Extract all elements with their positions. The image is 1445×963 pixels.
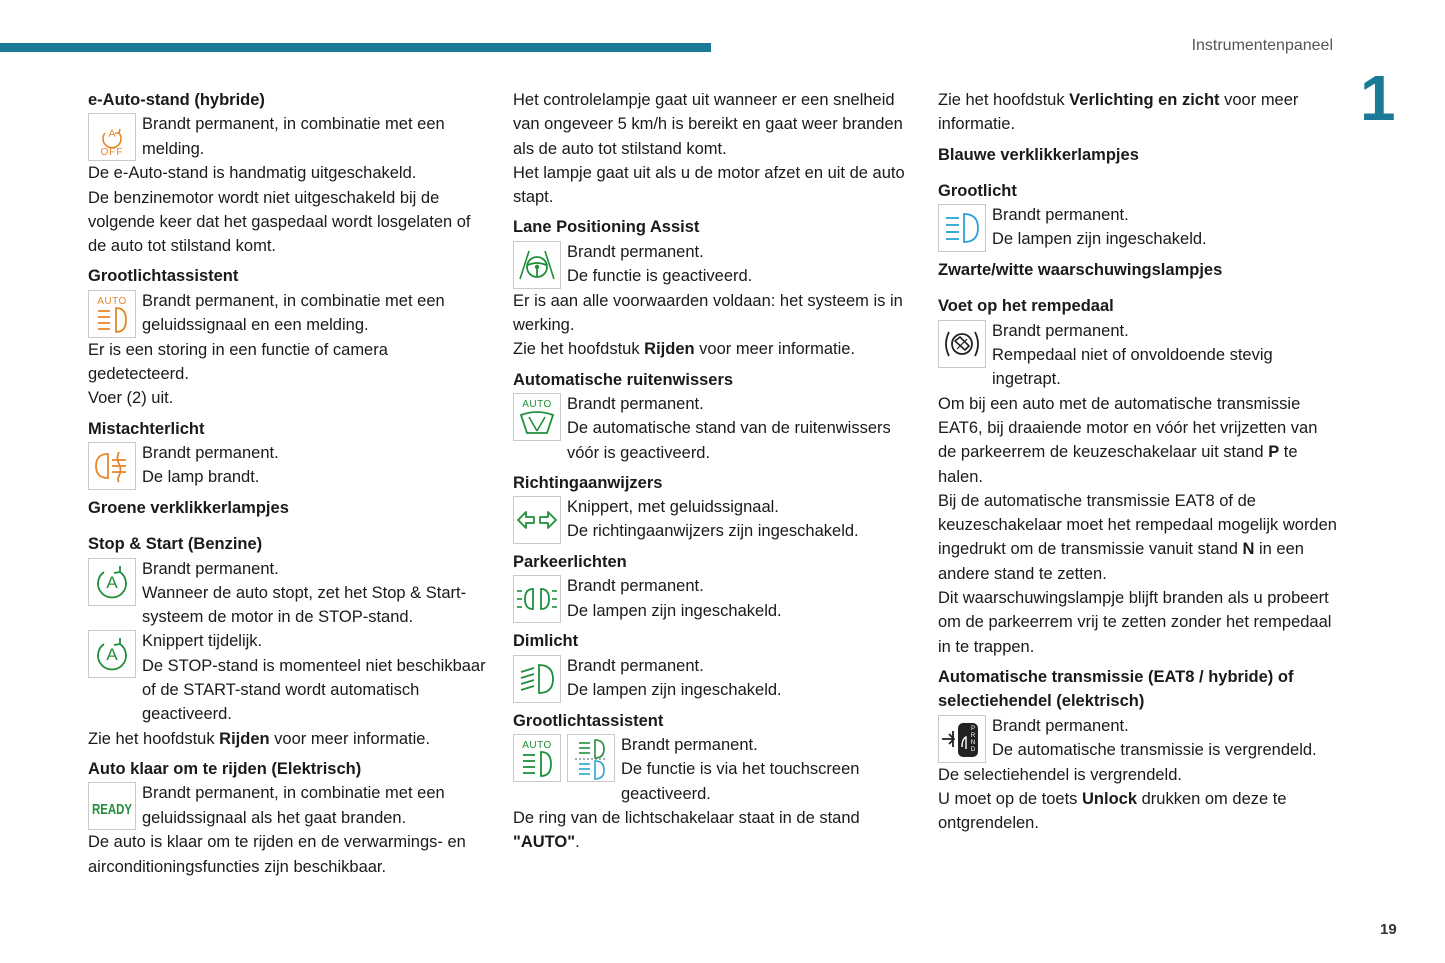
heading-green-lamps: Groene verklikkerlampjes bbox=[88, 498, 289, 517]
brake-paragraph-3: Dit waarschuwingslampje blijft branden als u probeert om de parkeerrem vrij te zetten zonder het rempedaal in te trappen. bbox=[938, 589, 1332, 656]
heading-high-beam-assist-2: Grootlichtassistent bbox=[513, 711, 664, 730]
indicator-turn-signals bbox=[513, 495, 913, 544]
stop-start-text-1: Brandt permanent. bbox=[142, 559, 279, 578]
auto-wipers-text-1: Brandt permanent. bbox=[567, 394, 704, 413]
rear-fog-icon bbox=[88, 442, 136, 490]
svg-text:READY: READY bbox=[92, 801, 132, 819]
indicator-ready bbox=[88, 781, 488, 830]
heading-transmission: Automatische transmissie (EAT8 / hybride) of selectiehendel (elektrisch) bbox=[938, 667, 1294, 711]
intro-paragraph-2: Het lampje gaat uit als u de motor afzet en uit de auto stapt. bbox=[513, 163, 905, 207]
transmission-paragraph-2: U moet op de toets Unlock drukken om deze te ontgrendelen. bbox=[938, 789, 1287, 833]
brake-paragraph-2: Bij de automatische transmissie EAT8 of de keuzeschakelaar moet het rempedaal mogelijk worden ingedrukt om de transmissie vanuit stand N in een andere stand te zetten. bbox=[938, 491, 1337, 583]
transmission-paragraph: De selectiehendel is vergrendeld. bbox=[938, 765, 1182, 784]
brake-paragraph: Om bij een auto met de automatische transmissie EAT6, bij draaiende motor en vóór het vrijzetten van de parkeerrem de keuzeschakelaar uit stand P te halen. bbox=[938, 394, 1318, 486]
turn-signals-icon bbox=[513, 496, 561, 544]
heading-turn-signals: Richtingaanwijzers bbox=[513, 473, 663, 492]
transmission-text-2: De automatische transmissie is vergrendeld. bbox=[992, 740, 1317, 759]
svg-text:D: D bbox=[970, 746, 976, 753]
lane-positioning-text-1: Brandt permanent. bbox=[567, 242, 704, 261]
stop-start-text-2: Wanneer de auto stopt, zet het Stop & Start-systeem de motor in de STOP-stand. bbox=[142, 583, 467, 627]
indicator-high-beam-assist-green bbox=[513, 733, 913, 806]
indicator-brake-pedal bbox=[938, 319, 1338, 392]
auto-wipers-text-2: De automatische stand van de ruitenwissers vóór is geactiveerd. bbox=[567, 419, 891, 462]
stop-start-flashing-text-1: Knippert tijdelijk. bbox=[142, 632, 263, 651]
heading-stop-start: Stop & Start (Benzine) bbox=[88, 535, 263, 554]
high-beam-assist-orange-icon bbox=[88, 290, 136, 338]
lane-positioning-paragraph: Er is aan alle voorwaarden voldaan: het systeem is in werking. bbox=[513, 291, 903, 335]
indicator-auto-wipers bbox=[513, 392, 913, 465]
main-beam-icon bbox=[938, 204, 986, 252]
lane-positioning-icon bbox=[513, 241, 561, 289]
indicator-lane-positioning bbox=[513, 240, 913, 289]
svg-text:AUTO: AUTO bbox=[522, 740, 552, 752]
stop-start-flashing-text-2: De STOP-stand is momenteel niet beschikbaar of de START-stand wordt automatisch geactiveerd. bbox=[142, 656, 486, 724]
ready-text: Brandt permanent, in combinatie met een geluidssignaal als het gaat branden. bbox=[142, 784, 445, 827]
high-beam-assist-green-text-1: Brandt permanent. bbox=[621, 736, 758, 755]
auto-wipers-icon bbox=[513, 393, 561, 441]
parking-lights-icon bbox=[513, 575, 561, 623]
ready-icon bbox=[88, 782, 136, 830]
heading-auto-wipers: Automatische ruitenwissers bbox=[513, 370, 734, 389]
high-beam-assist-green-text-2: De functie is via het touchscreen geactiveerd. bbox=[621, 760, 860, 803]
indicator-stop-start-steady bbox=[88, 557, 488, 630]
eauto-off-icon bbox=[88, 113, 136, 161]
turn-signals-text-1: Knippert, met geluidssignaal. bbox=[567, 498, 779, 517]
indicator-high-beam-assist-orange bbox=[88, 289, 488, 338]
brake-pedal-text-2: Rempedaal niet of onvoldoende stevig ingetrapt. bbox=[992, 346, 1273, 389]
main-beam-text-2: De lampen zijn ingeschakeld. bbox=[992, 230, 1207, 249]
dipped-beam-text-1: Brandt permanent. bbox=[567, 656, 704, 675]
lane-positioning-reference: Zie het hoofdstuk Rijden voor meer informatie. bbox=[513, 340, 856, 359]
heading-rear-fog: Mistachterlicht bbox=[88, 419, 205, 438]
intro-paragraph: Het controlelampje gaat uit wanneer er een snelheid van ongeveer 5 km/h is bereikt en gaat weer branden als de auto tot stilstand komt. bbox=[513, 91, 903, 158]
stop-start-icon bbox=[88, 558, 136, 606]
eauto-paragraph: De e-Auto-stand is handmatig uitgeschakeld. bbox=[88, 164, 417, 183]
high-beam-assist-paragraph: Er is een storing in een functie of camera gedetecteerd. bbox=[88, 340, 388, 384]
high-beam-assist-orange-text: Brandt permanent, in combinatie met een geluidssignaal en een melding. bbox=[142, 291, 445, 335]
eauto-paragraph-2: De benzinemotor wordt niet uitgeschakeld bij de volgende keer dat het gaspedaal wordt losgelaten of de auto tot stilstand komt. bbox=[88, 188, 471, 256]
heading-brake-pedal: Voet op het rempedaal bbox=[938, 297, 1114, 316]
column-3 bbox=[938, 88, 1338, 835]
dipped-beam-text-2: De lampen zijn ingeschakeld. bbox=[567, 681, 782, 700]
column-1 bbox=[88, 88, 488, 879]
heading-blue-lamps: Blauwe verklikkerlampjes bbox=[938, 145, 1139, 164]
svg-text:R: R bbox=[970, 732, 976, 739]
ready-paragraph: De auto is klaar om te rijden en de verwarmings- en airconditioningsfuncties zijn beschikbaar. bbox=[88, 833, 466, 876]
chapter-number: 1 bbox=[1360, 62, 1396, 134]
indicator-stop-start-flashing bbox=[88, 629, 488, 726]
main-beam-text-1: Brandt permanent. bbox=[992, 206, 1129, 225]
heading-lane-positioning: Lane Positioning Assist bbox=[513, 218, 700, 237]
indicator-rear-fog bbox=[88, 441, 488, 490]
heading-high-beam-assist: Grootlichtassistent bbox=[88, 267, 239, 286]
transmission-text-1: Brandt permanent. bbox=[992, 716, 1129, 735]
svg-text:A: A bbox=[106, 572, 118, 592]
svg-text:AUTO: AUTO bbox=[97, 295, 127, 307]
page-number: 19 bbox=[1380, 921, 1397, 938]
stop-start-flashing-icon bbox=[88, 630, 136, 678]
section-title: Instrumentenpaneel bbox=[1191, 37, 1333, 54]
indicator-transmission bbox=[938, 714, 1338, 763]
high-beam-assist-paragraph-2: Voer (2) uit. bbox=[88, 389, 174, 408]
parking-lights-text-1: Brandt permanent. bbox=[567, 577, 704, 596]
brake-pedal-icon bbox=[938, 320, 986, 368]
svg-text:AUTO: AUTO bbox=[522, 398, 552, 410]
svg-text:P: P bbox=[970, 725, 976, 732]
high-beam-assist-ring-paragraph: De ring van de lichtschakelaar staat in de stand "AUTO". bbox=[513, 808, 860, 852]
high-beam-assist-touchscreen-icon bbox=[567, 734, 615, 782]
indicator-eauto bbox=[88, 112, 488, 161]
svg-text:N: N bbox=[970, 739, 976, 746]
lane-positioning-text-2: De functie is geactiveerd. bbox=[567, 267, 753, 286]
heading-main-beam: Grootlicht bbox=[938, 181, 1017, 200]
rear-fog-text-1: Brandt permanent. bbox=[142, 443, 279, 462]
svg-text:A: A bbox=[106, 645, 118, 665]
turn-signals-text-2: De richtingaanwijzers zijn ingeschakeld. bbox=[567, 522, 859, 541]
header-accent-bar bbox=[0, 43, 711, 52]
indicator-dipped-beam bbox=[513, 654, 913, 703]
dipped-beam-icon bbox=[513, 655, 561, 703]
stop-start-reference: Zie het hoofdstuk Rijden voor meer informatie. bbox=[88, 729, 431, 748]
svg-text:A: A bbox=[108, 128, 116, 141]
lighting-reference: Zie het hoofdstuk Verlichting en zicht voor meer informatie. bbox=[938, 91, 1299, 134]
indicator-parking-lights bbox=[513, 574, 913, 623]
gear-selector-lock-icon bbox=[938, 715, 986, 763]
brake-pedal-text-1: Brandt permanent. bbox=[992, 321, 1129, 340]
high-beam-assist-green-icon bbox=[513, 734, 561, 782]
heading-ready: Auto klaar om te rijden (Elektrisch) bbox=[88, 759, 362, 778]
heading-parking-lights: Parkeerlichten bbox=[513, 553, 627, 572]
parking-lights-text-2: De lampen zijn ingeschakeld. bbox=[567, 601, 782, 620]
svg-text:OFF: OFF bbox=[100, 147, 124, 159]
heading-black-white-lamps: Zwarte/witte waarschuwingslampjes bbox=[938, 261, 1223, 280]
heading-dipped-beam: Dimlicht bbox=[513, 632, 579, 651]
column-2 bbox=[513, 88, 913, 855]
rear-fog-text-2: De lamp brandt. bbox=[142, 468, 260, 487]
eauto-text: Brandt permanent, in combinatie met een melding. bbox=[142, 115, 445, 158]
heading-eauto: e-Auto-stand (hybride) bbox=[88, 91, 265, 109]
indicator-main-beam bbox=[938, 203, 1338, 252]
